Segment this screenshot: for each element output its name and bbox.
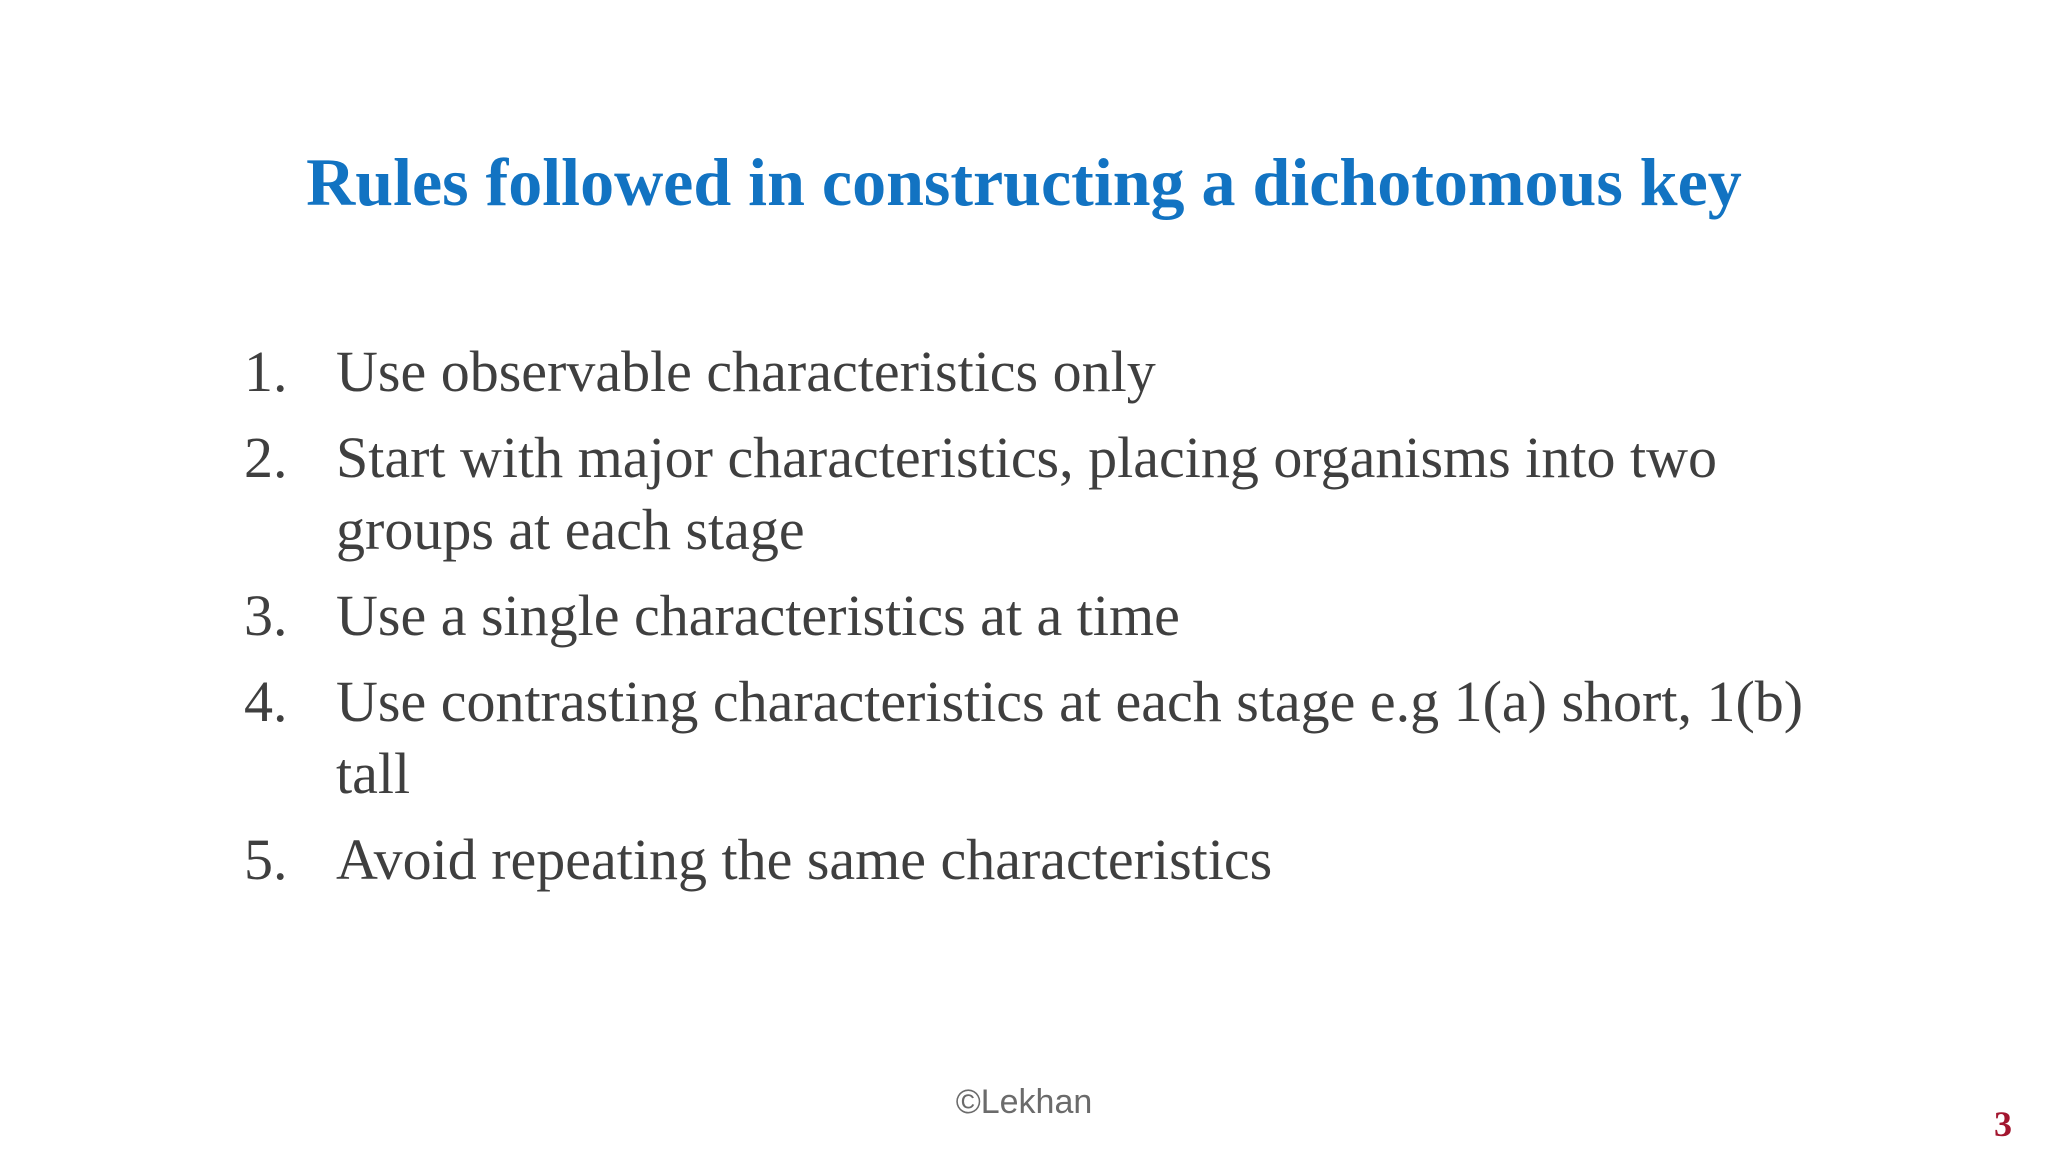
list-item [244, 422, 1804, 566]
list-item-number: 1. [244, 339, 288, 404]
list-item-number: 3. [244, 583, 288, 648]
list-item [244, 580, 1804, 652]
list-item [244, 824, 1804, 896]
list-item-text: Start with major characteristics, placing organisms into two groups at each stage [336, 425, 1717, 562]
list-item-text: Use a single characteristics at a time [336, 583, 1180, 648]
list-item-text: Avoid repeating the same characteristics [336, 827, 1273, 892]
list-item-number: 5. [244, 827, 288, 892]
page-number: 3 [1994, 1104, 2012, 1144]
rules-list [244, 336, 1804, 910]
slide-title: Rules followed in constructing a dichotomous key [306, 144, 1742, 220]
list-item-number: 4. [244, 669, 288, 734]
list-item [244, 666, 1804, 810]
list-item-number: 2. [244, 425, 288, 490]
copyright-footer: ©Lekhan [955, 1083, 1093, 1121]
list-item-text: Use observable characteristics only [336, 339, 1156, 404]
list-item [244, 336, 1804, 408]
list-item-text: Use contrasting characteristics at each stage e.g 1(a) short, 1(b) tall [336, 669, 1804, 806]
